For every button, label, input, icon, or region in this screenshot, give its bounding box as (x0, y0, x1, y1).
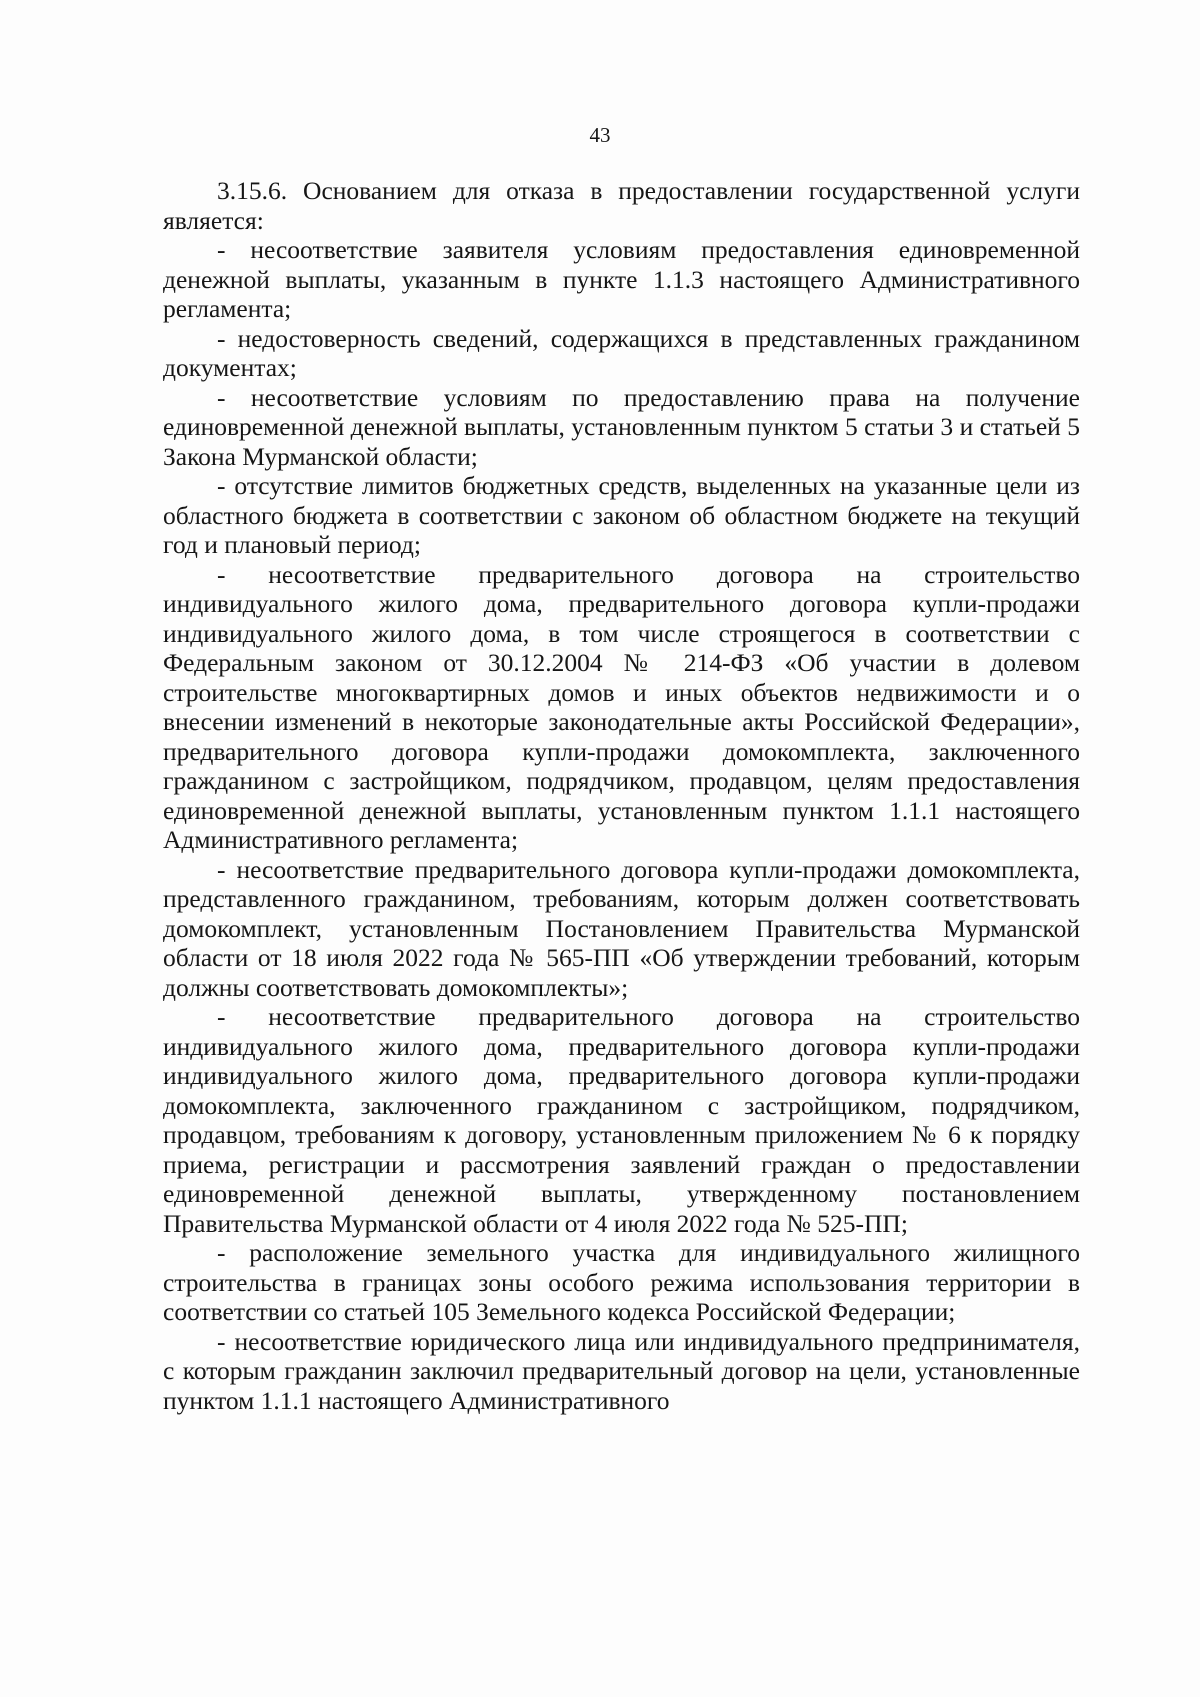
paragraph-land-plot-special-zone: - расположение земельного участка для индивидуального жилищного строительства в границах зоны особого режима использования территории в соответствии со статьей 105 Земельного кодекса Российской Федерации; (163, 1238, 1080, 1326)
paragraph-housekit-requirements-mismatch: - несоответствие предварительного договора купли-продажи домокомплекта, представленного гражданином, требованиям, которым должен соответствовать домокомплект, установленным Постановлением Правительства Мурманской области от 18 июля 2022 года № 565-ПП «Об утверждении требований, которым должны соответствовать домокомплекты»; (163, 854, 1080, 1002)
paragraph-budget-limits-absence: - отсутствие лимитов бюджетных средств, выделенных на указанные цели из областного бюджета в соответствии с законом об областном бюджете на текущий год и плановый период; (163, 471, 1080, 559)
page-number: 43 (589, 123, 611, 147)
document-body (163, 176, 1080, 1415)
paragraph-preliminary-contract-purpose-mismatch: - несоответствие предварительного договора на строительство индивидуального жилого дома, предварительного договора купли-продажи индивидуального жилого дома, в том числе строящегося в соответствии с Федеральным законом от 30.12.2004 № 214-ФЗ «Об участии в долевом строительстве многоквартирных домов и иных объектов недвижимости и о внесении изменений в некоторые законодательные акты Российской Федерации», предварительного договора купли-продажи домокомплекта, заключенного гражданином с застройщиком, подрядчиком, продавцом, целям предоставления единовременной денежной выплаты, установленным пунктом 1.1.1 настоящего Административного регламента; (163, 559, 1080, 854)
paragraph-right-conditions-mismatch: - несоответствие условиям по предоставлению права на получение единовременной денежной выплаты, установленным пунктом 5 статьи 3 и статьей 5 Закона Мурманской области; (163, 382, 1080, 471)
paragraph-applicant-mismatch: - несоответствие заявителя условиям предоставления единовременной денежной выплаты, указанным в пункте 1.1.3 настоящего Административного регламента; (163, 235, 1080, 323)
paragraph-contract-requirements-mismatch: - несоответствие предварительного договора на строительство индивидуального жилого дома, предварительного договора купли-продажи индивидуального жилого дома, предварительного договора купли-продажи домокомплекта, заключенного гражданином с застройщиком, подрядчиком, продавцом, требованиям к договору, установленным приложением № 6 к порядку приема, регистрации и рассмотрения заявлений граждан о предоставлении единовременной денежной выплаты, утвержденному постановлением Правительства Мурманской области от 4 июля 2022 года № 525-ПП; (163, 1002, 1080, 1238)
paragraph-unreliable-information: - недостоверность сведений, содержащихся в представленных гражданином документах; (163, 323, 1080, 382)
paragraph-refusal-grounds-intro: 3.15.6. Основанием для отказа в предоставлении государственной услуги является: (163, 176, 1080, 235)
paragraph-contractor-mismatch: - несоответствие юридического лица или индивидуального предпринимателя, с которым гражданин заключил предварительный договор на цели, установленные пунктом 1.1.1 настоящего Административного (163, 1326, 1080, 1415)
